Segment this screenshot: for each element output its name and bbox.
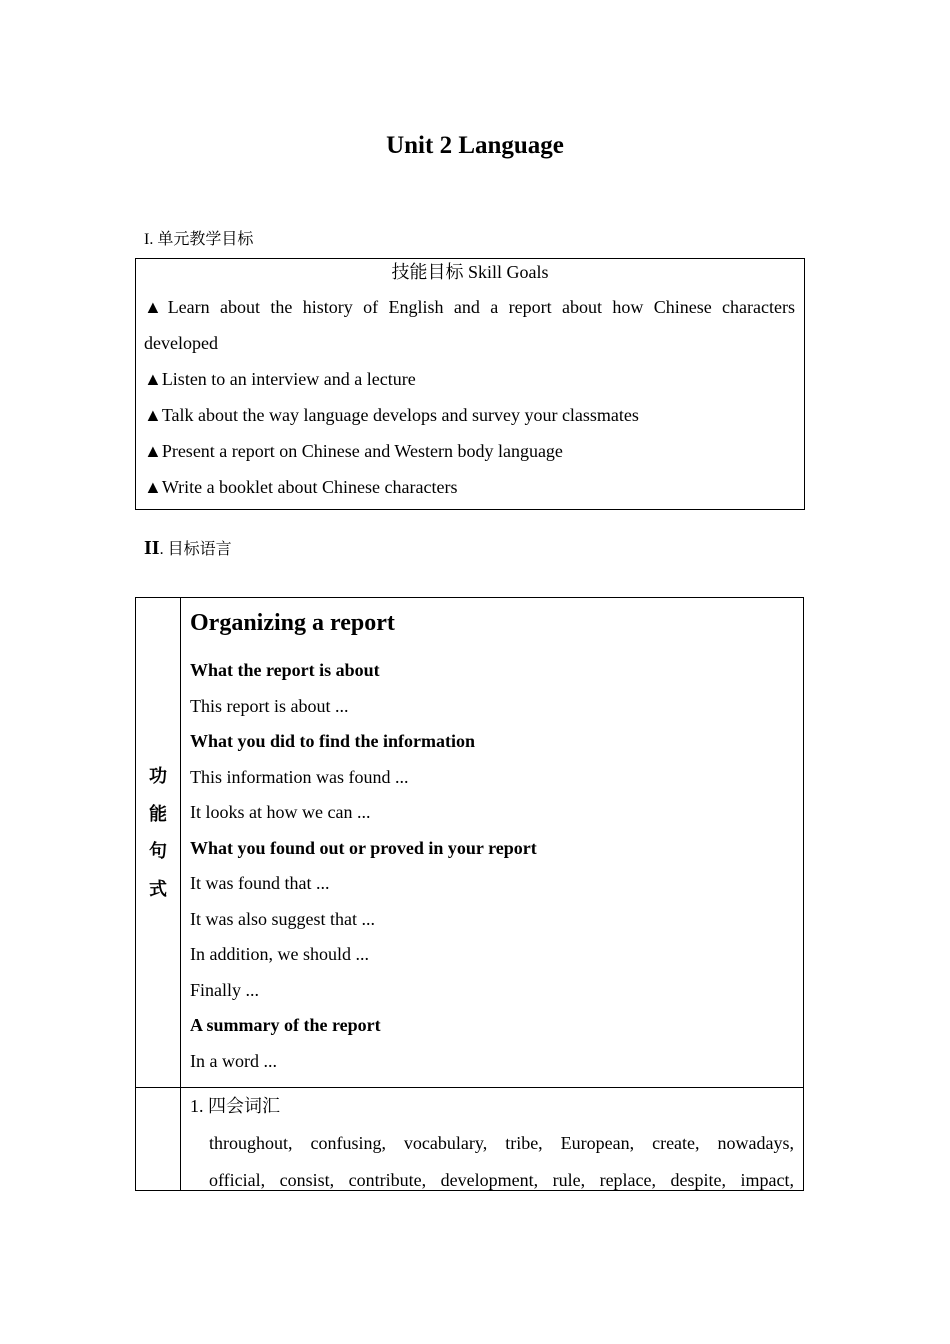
functions-lines: [190, 653, 794, 1079]
function-sentence: It looks at how we can ...: [190, 802, 371, 822]
side-label-char: 句: [149, 841, 167, 862]
skill-goal-item: ▲Talk about the way language develops and survey your classmates: [144, 405, 639, 425]
skill-goal-item: ▲Listen to an interview and a lecture: [144, 369, 416, 389]
vocabulary-line: official, consist, contribute, development, rule, replace, despite, impact,: [209, 1170, 794, 1190]
function-subheading: What you did to find the information: [190, 731, 476, 751]
skill-goals-box: [135, 258, 805, 510]
function-subheading: What you found out or proved in your report: [190, 837, 537, 858]
document-title: Unit 2 Language: [386, 132, 564, 159]
column-divider: [180, 598, 181, 1190]
section-1-heading: I. 单元教学目标: [144, 231, 254, 248]
vocabulary-label: 1. 四会词汇: [190, 1096, 280, 1116]
skill-goals-list: [144, 289, 795, 505]
vocabulary-section: [190, 1088, 794, 1199]
skill-goal-item: ▲Present a report on Chinese and Western body language: [144, 441, 563, 461]
section-2-heading: [144, 536, 232, 560]
skill-goal-item: ▲Write a booklet about Chinese characters: [144, 477, 458, 497]
functions-heading: Organizing a report: [190, 610, 395, 636]
vocabulary-line: throughout, confusing, vocabulary, tribe, European, create, nowadays,: [209, 1133, 794, 1153]
function-sentence: This report is about ...: [190, 695, 349, 716]
function-subheading: What the report is about: [190, 660, 380, 680]
function-sentence: It was also suggest that ...: [190, 908, 375, 929]
section-2-label: . 目标语言: [159, 541, 232, 558]
functions-side-label: [136, 758, 180, 908]
skill-goal-item: ▲Learn about the history of English and a report about how Chinese characters developed: [144, 297, 795, 353]
function-sentence: It was found that ...: [190, 873, 330, 893]
functions-content: [190, 606, 794, 1079]
side-label-char: 功: [149, 766, 167, 787]
side-label-char: 能: [149, 803, 167, 825]
function-sentence: In addition, we should ...: [190, 944, 369, 964]
function-sentence: In a word ...: [190, 1050, 277, 1071]
side-label-char: 式: [149, 878, 167, 900]
function-sentence: Finally ...: [190, 979, 260, 1000]
target-language-table: [135, 597, 804, 1191]
skill-goals-heading: 技能目标 Skill Goals: [391, 262, 549, 282]
function-sentence: This information was found ...: [190, 766, 409, 787]
section-2-numeral: II: [144, 537, 160, 559]
function-subheading: A summary of the report: [190, 1015, 381, 1035]
